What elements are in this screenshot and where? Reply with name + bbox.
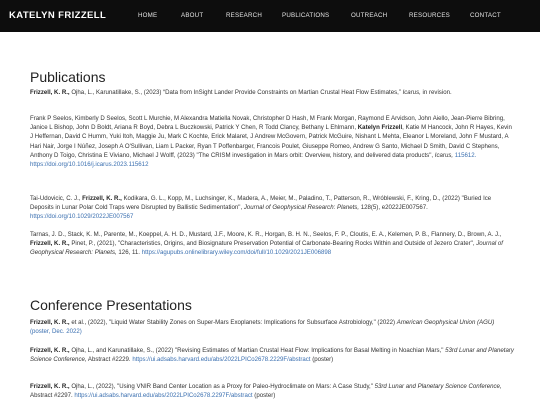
author-name: Frizzell, K. R., xyxy=(30,383,70,390)
conference-entry: Frizzell, K. R., Ojha, L., and Karunatillake, S., (2022) "Revising Estimates of Martian Crustal Heat Flow: Implications for Basal Melting in Noachian Mars," 53rd Lunar and Planetary Science Conference, Abstract #2229. https://ui.adsabs.harvard.edu/abs/2022LPICo2678.2229F/abstract (poster) xyxy=(30,347,514,364)
doi-link[interactable]: https://doi.org/10.1016/j.icarus.2023.115612 xyxy=(30,161,149,169)
poster-link[interactable]: (poster, Dec. 2022) xyxy=(30,328,82,336)
nav-home[interactable]: HOME xyxy=(138,12,158,19)
conference-entry: Frizzell, K. R., Ojha, L., (2022), "Using VNIR Band Center Location as a Proxy for Paleo-Hydroclimate on Mars: A Case Study," 53rd Lunar and Planetary Science Conference, Abstract #2297. https://ui.adsabs.harvard.edu/abs/2022LPICo2678.2297F/abstract (poster) xyxy=(30,383,502,400)
nav-research[interactable]: RESEARCH xyxy=(226,12,262,19)
abstract-link[interactable]: https://ui.adsabs.harvard.edu/abs/2022LPICo2678.2297F/abstract xyxy=(74,392,253,400)
publication-number[interactable]: 115612. xyxy=(454,151,477,159)
publication-entry: Tai-Udovicic, C. J., Frizzell, K. R., Kodikara, G. L., Kopp, M., Luchsinger, K., Madera, A., Meier, M., Paladino, T., Patterson, R., Wróblewski, F., Kring, D., (2022) "Buried Ice Deposits in Lunar Polar Cold Traps were Disrupted by Ballistic Sedimentation", Journal of Geophysical Research: Planets, 128(5), e2022JE007567. https://doi.org/10.1029/2022JE007567 xyxy=(30,195,492,221)
top-navbar xyxy=(0,0,540,32)
nav-about[interactable]: ABOUT xyxy=(181,12,204,19)
author-name: Frizzell, K. R., xyxy=(30,89,70,96)
conference-entry: Frizzell, K. R., et al., (2022), "Liquid Water Stability Zones on Super-Mars Exoplanets: Implications for Subsurface Astrobiology," (2022) American Geophysical Union (AGU) (poster, Dec. 2022) xyxy=(30,319,495,336)
doi-link[interactable]: https://doi.org/10.1029/2022JE007567 xyxy=(30,213,134,221)
conferences-heading: Conference Presentations xyxy=(30,297,192,313)
doi-link[interactable]: https://agupubs.onlinelibrary.wiley.com/doi/full/10.1029/2021JE006898 xyxy=(141,249,332,257)
author-name: Frizzell, K. R., xyxy=(30,319,70,326)
nav-links xyxy=(0,0,540,32)
abstract-link[interactable]: https://ui.adsabs.harvard.edu/abs/2022LPICo2678.2229F/abstract xyxy=(132,356,311,364)
nav-contact[interactable]: CONTACT xyxy=(470,12,501,19)
publication-entry: Frizzell, K. R., Ojha, L., Karunatillake, S., (2023) “Data from InSight Lander Provide Constraints on Martian Crustal Heat Flow Estimates,” Icarus, in revision. xyxy=(30,89,452,96)
nav-resources[interactable]: RESOURCES xyxy=(409,12,450,19)
nav-outreach[interactable]: OUTREACH xyxy=(351,12,388,19)
author-name: Frizzell, K. R., xyxy=(30,240,70,248)
publication-entry: Frank P Seelos, Kimberly D Seelos, Scott L Murchie, M Alexandra Matiella Novak, Christopher D Hash, M Frank Morgan, Raymond E Arvidson, John Aiello, Jean-Pierre Bibring, Janice L Bishop, John D Boldt, Ariana R Boyd, Debra L Buczkowski, Patrick Y Chen, R Todd Clancy, Bethany L Ehlmann, Katelyn Frizzell, Katie M Hancock, John R Hayes, Kevin J Heffernan, David C Humm, Yuki Itoh, Maggie Ju, Mark C Kochte, Erick Malaret, J Andrew McGovern, Patrick McGuire, Nishant L Mehta, Eleanor L Moreland, John F Mustard, A Hari Nair, Jorge I Núñez, Joseph A O'Sullivan, Liam L Packer, Ryan T Poffenbarger, Francois Poulet, Giuseppe Romeo, Andrew G Santo, Michael D Smith, David C Stephens, Anthony D Toigo, Christina E Viviano, Michael J Wolff, (2023) "The CRISM investigation in Mars orbit: Overview, history, and delivered data products", Icarus, 115612. https://doi.org/10.1016/j.icarus.2023.115612 xyxy=(30,115,512,169)
publications-heading: Publications xyxy=(30,69,106,85)
nav-publications[interactable]: PUBLICATIONS xyxy=(282,12,330,19)
publication-entry: Tarnas, J. D., Stack, K. M., Parente, M., Koeppel, A. H. D., Mustard, J.F., Moore, K. R., Horgan, B. H. N., Seelos, F. P., Cloutis, E. A., Kelemen, P. B., Flannery, D., Brown, A. J., Frizzell, K. R., Pinet, P., (2021), "Characteristics, Origins, and Biosignature Preservation Potential of Carbonate-Bearing Rocks Within and Outside of Jezero Crater", Journal of Geophysical Research: Planets, 126, 11. https://agupubs.onlinelibrary.wiley.com/doi/full/10.1029/2021JE006898 xyxy=(30,231,503,257)
author-name: Frizzell, K. R., xyxy=(30,347,70,354)
author-name: Katelyn Frizzell xyxy=(357,124,403,132)
site-brand[interactable]: KATELYN FRIZZELL xyxy=(9,10,107,21)
author-name: Frizzell, K. R., xyxy=(82,195,122,202)
